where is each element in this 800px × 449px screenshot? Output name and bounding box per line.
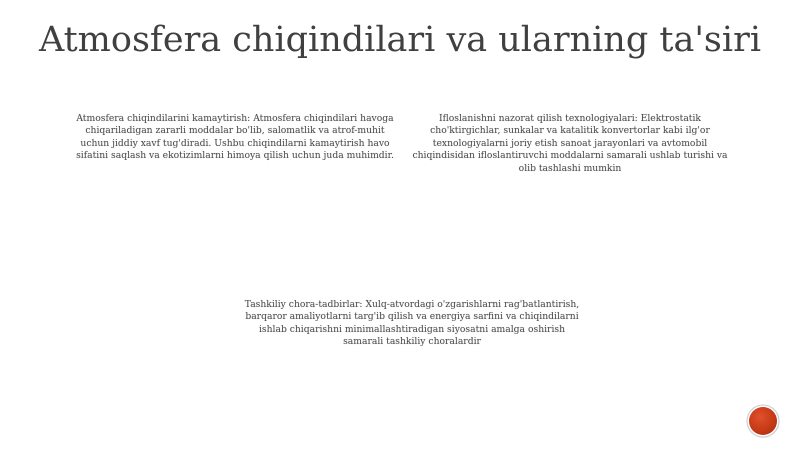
text-block-pollution-control: Ifloslanishni nazorat qilish texnologiyalari: Elektrostatik cho'ktirgichlar, sunkalar va katalitik konvertorlar kabi ilg'or texnologiyalarni joriy etish sanoat jarayonlari va avtomobil chiqindisidan ifloslantiruvchi moddalarni samarali ushlab turishi va olib tashlashi mumkin: [412, 113, 728, 174]
text-block-organizational-measures: Tashkiliy chora-tadbirlar: Xulq-atvordagi o'zgarishlarni rag'batlantirish, barqaror amaliyotlarni targ'ib qilish va energiya sarfini va chiqindilarni ishlab chiqarishni minimallashtiradigan siyosatni amalga oshirish samarali tashkiliy choralardir: [244, 299, 580, 348]
text-block-emission-reduction: Atmosfera chiqindilarini kamaytirish: Atmosfera chiqindilari havoga chiqariladigan zararli moddalar bo'lib, salomatlik va atrof-muhit uchun jiddiy xavf tug'diradi. Ushbu chiqindilarni kamaytirish havo sifatini saqlash va ekotizimlarni himoya qilish uchun juda muhimdir.: [76, 113, 394, 162]
slide-title: Atmosfera chiqindilari va ularning ta'siri: [38, 20, 762, 60]
next-slide-button[interactable]: [749, 407, 777, 435]
